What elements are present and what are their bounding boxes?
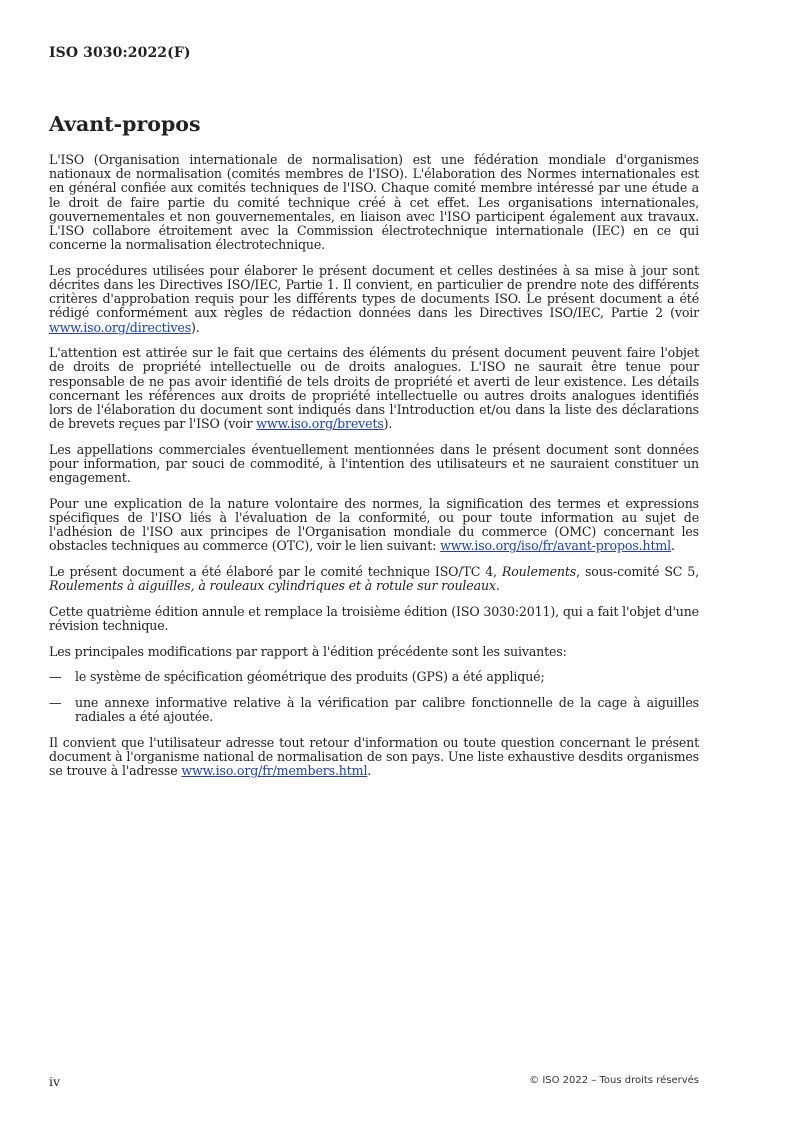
committee-name: Roulements	[501, 564, 577, 580]
paragraph-changes-intro: Les principales modifications par rapport à l'édition précédente sont les suivantes:	[49, 643, 567, 659]
paragraph-text: Pour une explication de la nature volontaire des normes, la signification des termes et expressions spécifiques de l'ISO liés à l'évaluation de la conformité, ou pour toute information au sujet de l'adhésion de l'ISO aux principes de l'Organisation mondiale du commerce (OMC) concernant les obstacles techniques au commerce (OTC), voir le lien suivant:	[49, 495, 699, 554]
paragraph-iso-intro: L'ISO (Organisation internationale de normalisation) est une fédération mondiale d'organismes nationaux de normalisation (comités membres de l'ISO). L'élaboration des Normes internationales est en général confiée aux comités techniques de l'ISO. Chaque comité membre intéressé par une étude a le droit de faire partie du comité technique créé à cet effet. Les organisations internationales, gouvernementales et non gouvernementales, en liaison avec l'ISO participent également aux travaux. L'ISO collabore étroitement avec la Commission électrotechnique internationale (IEC) en ce qui concerne la normalisation électrotechnique.	[49, 152, 699, 253]
list-item-text: une annexe informative relative à la vérification par calibre fonctionnelle de la cage à aiguilles radiales a été ajoutée.	[75, 694, 699, 725]
paragraph-patents	[49, 346, 699, 431]
paragraph-trade-names: Les appellations commerciales éventuellement mentionnées dans le présent document sont données pour information, par souci de commodité, à l'intention des utilisateurs et ne sauraient constituer un engagement.	[49, 441, 699, 486]
paragraph-text: Il convient que l'utilisateur adresse tout retour d'information ou toute question concernant le présent document à l'organisme national de normalisation de son pays. Une liste exhaustive desdits organismes se trouve à l'adresse	[49, 734, 699, 779]
paragraph-text: ).	[383, 416, 393, 432]
list-dash: —	[49, 694, 62, 710]
paragraph-text: L'attention est attirée sur le fait que certains des éléments du présent document peuvent faire l'objet de droits de propriété intellectuelle ou de droits analogues. L'ISO ne saurait être tenue pour responsable de ne pas avoir identifié de tels droits de propriété et averti de leur existence. Les détails concernant les références aux droits de propriété intellectuelle ou autres droits analogues identifiés lors de l'élaboration du document sont indiqués dans l'Introduction et/ou dans la liste des déclarations de brevets reçues par l'ISO (voir	[49, 345, 699, 432]
paragraph-text: Le présent document a été élaboré par le comité technique ISO/TC 4,	[49, 564, 502, 580]
page-number: iv	[49, 1074, 61, 1089]
paragraph-edition: Cette quatrième édition annule et remplace la troisième édition (ISO 3030:2011), qui a fait l'objet d'une révision technique.	[49, 603, 699, 634]
brevets-link[interactable]: www.iso.org/brevets	[256, 416, 384, 432]
avant-propos-link[interactable]: www.iso.org/iso/fr/avant-propos.html	[440, 538, 672, 554]
paragraph-text: ).	[191, 319, 200, 335]
directives-link[interactable]: www.iso.org/directives	[49, 319, 192, 335]
list-item	[49, 696, 699, 724]
list-item-text: le système de spécification géométrique des produits (GPS) a été appliqué;	[75, 669, 545, 685]
list-item	[49, 670, 699, 684]
paragraph-text: .	[671, 538, 675, 554]
paragraph-text: , sous-comité SC 5,	[576, 564, 700, 580]
paragraph-committee	[49, 565, 699, 593]
document-id-header: ISO 3030:2022(F)	[49, 45, 191, 61]
paragraph-feedback	[49, 736, 699, 779]
paragraph-procedures	[49, 264, 699, 335]
paragraph-text: .	[367, 763, 372, 779]
paragraph-text: Les procédures utilisées pour élaborer le présent document et celles destinées à sa mise à jour sont décrites dans les Directives ISO/IEC, Partie 1. Il convient, en particulier de prendre note des différents critères d'approbation requis pour les différents types de documents ISO. Le présent document a été rédigé conformément aux règles de rédaction données dans les Directives ISO/IEC, Partie 2 (voir	[49, 262, 699, 321]
paragraph-voluntary-nature	[49, 497, 699, 554]
copyright-notice: © ISO 2022 – Tous droits réservés	[529, 1075, 699, 1086]
list-dash: —	[49, 669, 62, 685]
section-heading: Avant-propos	[49, 112, 201, 136]
document-body	[49, 153, 699, 790]
subcommittee-name: Roulements à aiguilles, à rouleaux cylindriques et à rotule sur rouleaux.	[49, 578, 500, 594]
members-link[interactable]: www.iso.org/fr/members.html	[181, 763, 368, 779]
